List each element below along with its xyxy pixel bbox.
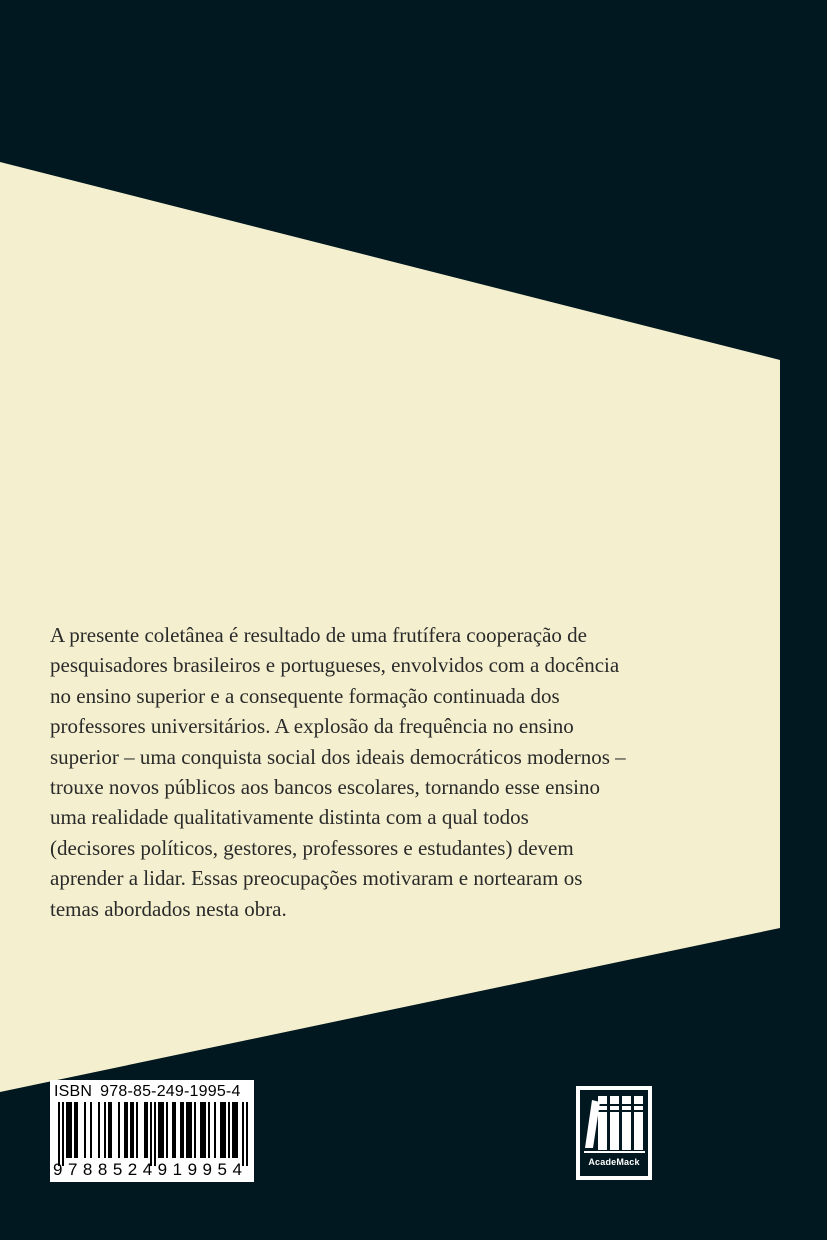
barcode-bar <box>62 1102 64 1166</box>
barcode-bar <box>154 1102 156 1166</box>
barcode-bar <box>146 1102 148 1158</box>
barcode-bar <box>98 1102 100 1158</box>
barcode-bars <box>58 1102 248 1166</box>
barcode-bar <box>222 1102 224 1158</box>
barcode-bar <box>104 1102 106 1158</box>
barcode-bar <box>68 1102 70 1158</box>
barcode-bar <box>202 1102 204 1158</box>
book-band <box>596 1104 645 1106</box>
barcode-bar <box>58 1102 60 1166</box>
barcode-bar <box>190 1102 192 1158</box>
blurb-line: A presente coletânea é resultado de uma frutífera cooperação de <box>50 623 587 647</box>
blurb-line: no ensino superior e a consequente formação continuada dos <box>50 683 560 708</box>
shelf-line <box>584 1151 645 1153</box>
ean-digits: 9788524919954 <box>53 1160 248 1179</box>
barcode-bar <box>150 1102 152 1166</box>
blurb-line: pesquisadores brasileiros e portugueses, envolvidos com a docência <box>50 653 620 678</box>
barcode-bar <box>204 1102 206 1158</box>
barcode-bar <box>90 1102 92 1158</box>
barcode-bar <box>144 1102 146 1158</box>
blurb-line: aprender a lidar. Essas preocupações motivaram e nortearam os <box>50 866 583 891</box>
barcode-bar <box>110 1102 112 1158</box>
barcode-bar <box>162 1102 164 1158</box>
barcode-bar <box>76 1102 78 1158</box>
blurb-line: temas abordados nesta obra. <box>50 896 287 921</box>
publisher-logo <box>576 1086 652 1180</box>
blurb-line: trouxe novos públicos aos bancos escolares, tornando esse ensino <box>50 775 600 800</box>
barcode-bar <box>220 1102 222 1158</box>
publisher-name: AcadeMack <box>588 1157 640 1167</box>
barcode-bar <box>118 1102 120 1158</box>
barcode-bar <box>200 1102 202 1158</box>
barcode-bar <box>124 1102 126 1158</box>
barcode-bar <box>186 1102 188 1158</box>
barcode-bar <box>70 1102 72 1158</box>
barcode-bar <box>180 1102 182 1158</box>
barcode-bar <box>160 1102 162 1158</box>
back-cover-blurb <box>50 620 650 924</box>
barcode-bar <box>228 1102 230 1158</box>
barcode-bar <box>194 1102 196 1158</box>
barcode-bar <box>224 1102 226 1158</box>
barcode-bar <box>174 1102 176 1158</box>
isbn-barcode <box>50 1080 254 1182</box>
isbn-caption <box>54 1083 241 1101</box>
barcode-bar <box>136 1102 138 1158</box>
barcode-bar <box>214 1102 216 1158</box>
barcode-bar <box>208 1102 210 1158</box>
barcode-bar <box>166 1102 168 1158</box>
barcode-bar <box>126 1102 128 1158</box>
isbn-number: 978-85-249-1995-4 <box>100 1083 241 1100</box>
barcode-bar <box>182 1102 184 1158</box>
blurb-line: uma realidade qualitativamente distinta com a qual todos <box>50 805 529 830</box>
barcode-bar <box>172 1102 174 1158</box>
leaning-book <box>585 1100 600 1148</box>
isbn-label: ISBN <box>54 1083 93 1100</box>
barcode-bar <box>84 1102 86 1158</box>
blurb-line: (decisores políticos, gestores, professores e estudantes) devem <box>50 835 574 860</box>
barcode-bar <box>74 1102 76 1158</box>
barcode-bar <box>236 1102 238 1158</box>
barcode-bar <box>242 1102 244 1166</box>
blurb-line: professores universitários. A explosão da frequência no ensino <box>50 714 574 739</box>
barcode-bar <box>130 1102 132 1158</box>
barcode-bar <box>188 1102 190 1158</box>
barcode-bar <box>108 1102 110 1158</box>
barcode-bar <box>234 1102 236 1158</box>
blurb-line: superior – uma conquista social dos ideais democráticos modernos – <box>50 744 626 769</box>
barcode-bar <box>232 1102 234 1158</box>
barcode-bar <box>158 1102 160 1158</box>
barcode-bar <box>246 1102 248 1166</box>
barcode-bar <box>66 1102 68 1158</box>
book-band <box>596 1110 645 1112</box>
barcode-bar <box>132 1102 134 1158</box>
